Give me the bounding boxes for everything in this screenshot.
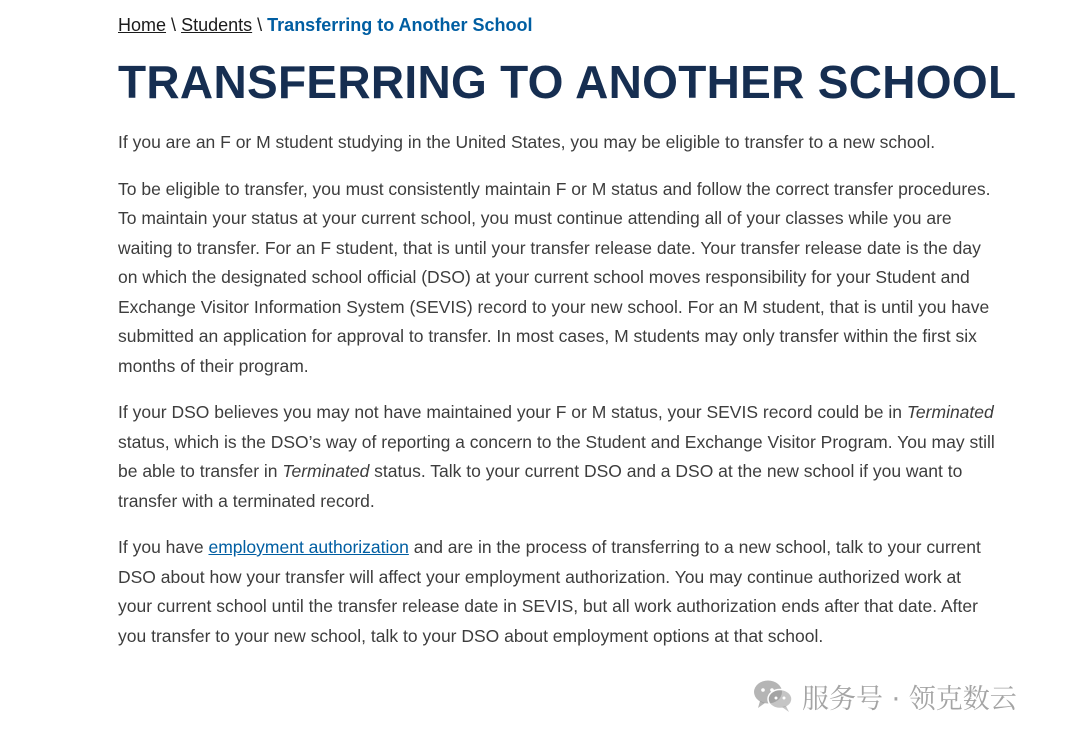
terminated-status-paragraph	[118, 398, 998, 516]
main-content	[118, 0, 1017, 651]
breadcrumb-home-link[interactable]: Home	[118, 15, 167, 35]
intro-paragraph: If you are an F or M student studying in the United States, you may be eligible to transfer to a new school.	[118, 132, 936, 152]
breadcrumb-separator: \	[171, 15, 177, 35]
terminated-emphasis: Terminated	[906, 402, 994, 422]
watermark	[752, 674, 1017, 718]
breadcrumb	[118, 14, 998, 36]
text-span: If you have	[118, 537, 209, 557]
breadcrumb-students-link[interactable]: Students	[181, 15, 253, 35]
employment-paragraph	[118, 533, 998, 651]
breadcrumb-current: Transferring to Another School	[267, 15, 533, 35]
eligibility-paragraph: To be eligible to transfer, you must consistently maintain F or M status and follow the correct transfer procedures. To maintain your status at your current school, you must continue attending all of your classes while you are waiting to transfer. For an F student, that is until your transfer release date. Your transfer release date is the day on which the designated school official (DSO) at your current school moves responsibility for your Student and Exchange Visitor Information System (SEVIS) record to your new school. For an M student, that is until you have submitted an application for approval to transfer. In most cases, M students may only transfer within the first six months of their program.	[118, 178, 991, 376]
page-title: TRANSFERRING TO ANOTHER SCHOOL	[118, 56, 1017, 108]
terminated-emphasis: Terminated	[282, 461, 370, 481]
breadcrumb-separator: \	[257, 15, 263, 35]
watermark-text: 服务号 · 领克数云	[802, 683, 1017, 715]
text-span: and are in the process of transferring to a new school, talk to your current DSO about how your transfer will affect your employment authorization. You may continue authorized work at your current school until the transfer release date in SEVIS, but all work authorization ends after that date. After you transfer to your new school, talk to your DSO about employment options at that school.	[118, 537, 981, 646]
text-span: status. Talk to your current DSO and a DSO at the new school if you want to transfer with a terminated record.	[118, 461, 963, 511]
text-span: status, which is the DSO’s way of reporting a concern to the Student and Exchange Visitor Program. You may still be able to transfer in	[118, 431, 995, 481]
employment-authorization-link[interactable]: employment authorization	[208, 537, 409, 557]
text-span: If your DSO believes you may not have maintained your F or M status, your SEVIS record could be in	[118, 402, 907, 422]
wechat-icon	[752, 678, 794, 714]
